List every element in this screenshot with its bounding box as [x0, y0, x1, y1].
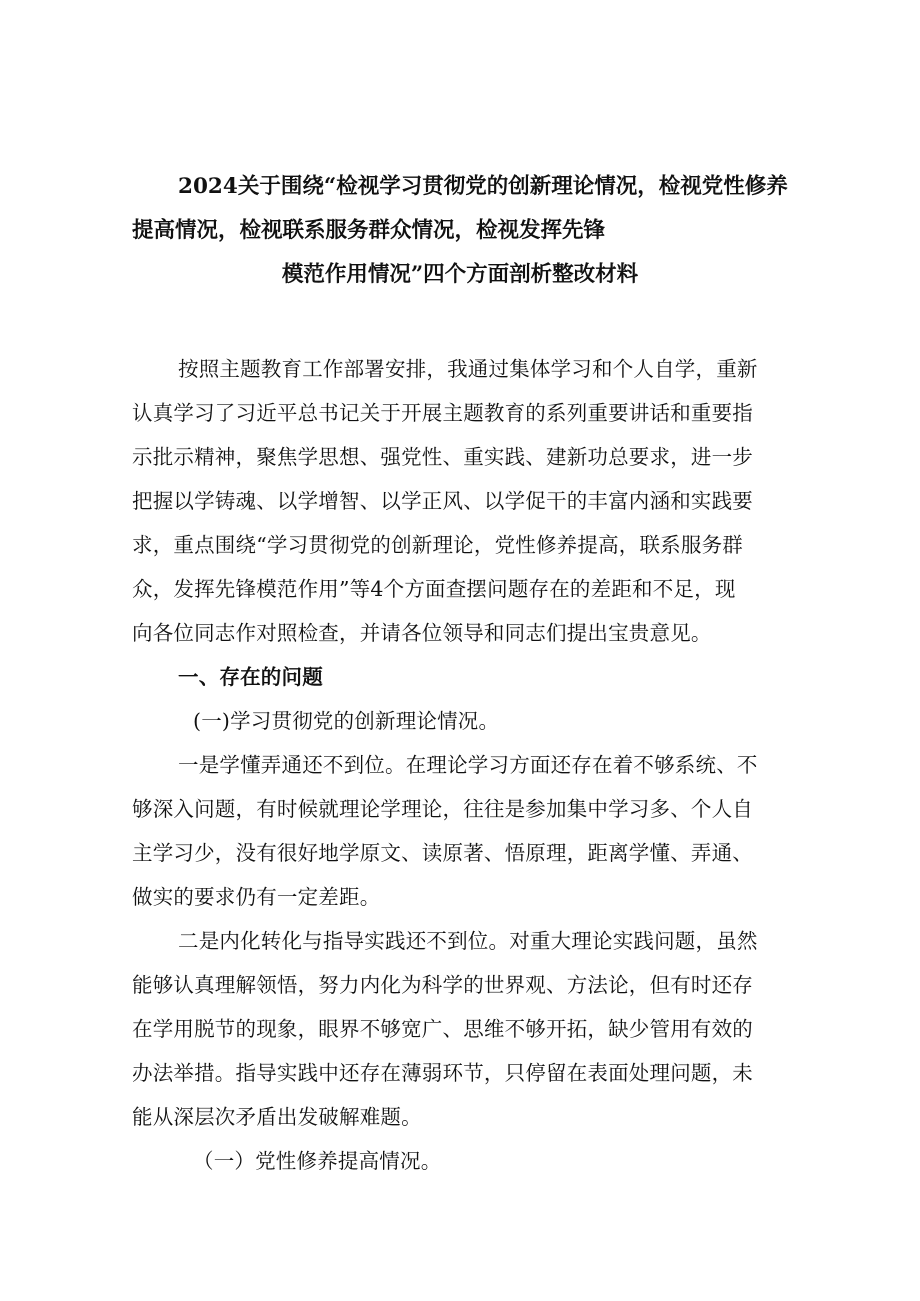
point-line: 在学用脱节的现象，眼界不够宽广、思维不够开拓，缺少管用有效的: [132, 1017, 753, 1041]
point-line: 够深入问题，有时候就理论学理论，往往是参加集中学习多、个人自: [132, 797, 753, 821]
intro-line: 认真学习了习近平总书记关于开展主题教育的系列重要讲话和重要指: [132, 401, 753, 425]
intro-line: 按照主题教育工作部署安排，我通过集体学习和个人自学，重新: [178, 357, 758, 381]
point-line: 能够认真理解领悟，努力内化为科学的世界观、方法论，但有时还存: [132, 973, 753, 997]
document-title-line-3: 模范作用情况”四个方面剖析整改材料: [281, 262, 639, 287]
intro-line: 众，发挥先锋模范作用”等4个方面查摆问题存在的差距和不足，现: [132, 577, 736, 601]
point-line: 做实的要求仍有一定差距。: [132, 885, 381, 909]
point-line: 主学习少，没有很好地学原文、读原著、悟原理，距离学懂、弄通、: [132, 841, 753, 865]
subsection-heading: (一)学习贯彻党的创新理论情况。: [193, 709, 500, 733]
point-line: 一是学懂弄通还不到位。在理论学习方面还存在着不够系统、不: [178, 753, 758, 777]
point-line: 能从深层次矛盾出发破解难题。: [132, 1105, 422, 1129]
document-title-line-1: 2024关于围绕“检视学习贯彻党的创新理论情况，检视党性修养: [178, 174, 788, 199]
intro-line: 把握以学铸魂、以学增智、以学正风、以学促干的丰富内涵和实践要: [132, 489, 753, 513]
point-line: 办法举措。指导实践中还存在薄弱环节，只停留在表面处理问题，未: [132, 1061, 753, 1085]
point-line: 二是内化转化与指导实践还不到位。对重大理论实践问题，虽然: [178, 929, 758, 953]
subsection-heading: （一）党性修养提高情况。: [193, 1149, 442, 1173]
intro-line: 求，重点围绕“学习贯彻党的创新理论，党性修养提高，联系服务群: [132, 533, 743, 557]
document-title-line-2: 提高情况，检视联系服务群众情况，检视发挥先锋: [132, 218, 606, 243]
intro-line: 向各位同志作对照检查，并请各位领导和同志们提出宝贵意见。: [132, 621, 712, 645]
intro-line: 示批示精神，聚焦学思想、强党性、重实践、建新功总要求，进一步: [132, 445, 753, 469]
section-heading: 一、存在的问题: [178, 665, 323, 689]
